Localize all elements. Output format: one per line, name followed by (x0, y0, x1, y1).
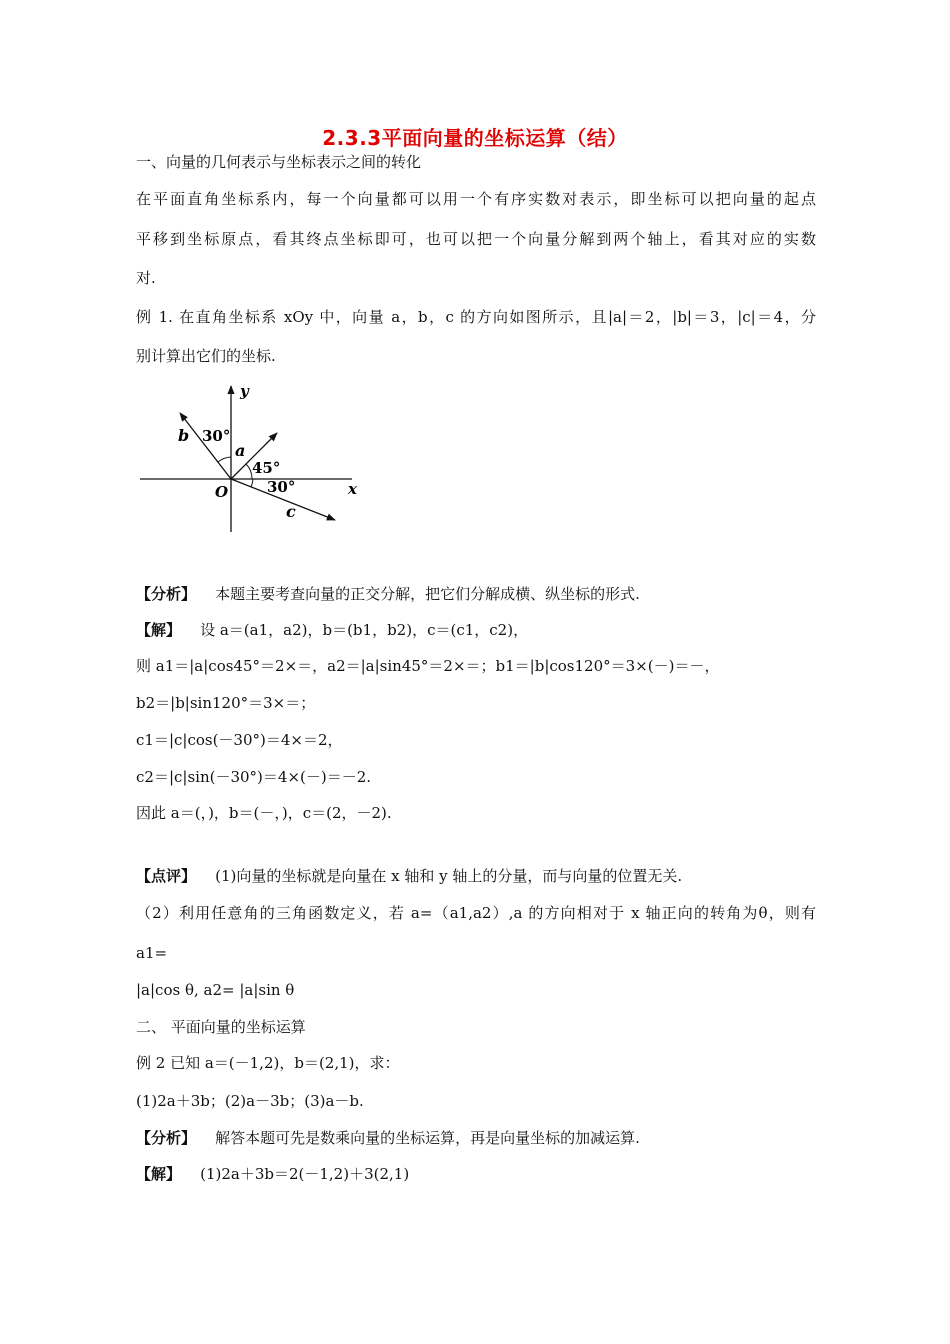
section1-heading: 一、向量的几何表示与坐标表示之间的转化 (136, 153, 422, 171)
angle-label-b: 30° (202, 427, 231, 445)
analysis1-text: 本题主要考查向量的正交分解，把它们分解成横、纵坐标的形式. (215, 585, 640, 603)
angle-arc-b (218, 457, 231, 462)
vector-diagram (136, 382, 366, 540)
analysis2-text: 解答本题可先是数乘向量的坐标运算，再是向量坐标的加减运算. (215, 1129, 640, 1147)
section1-paragraph-line3: 对. (136, 269, 156, 287)
solution1-text: 设 a＝(a1，a2)，b＝(b1，b2)，c＝(c1，c2)， (200, 621, 529, 639)
analysis2 (136, 1128, 640, 1148)
section2-heading: 二、 平面向量的坐标运算 (136, 1018, 306, 1036)
page-title: 2.3.3平面向量的坐标运算（结） (322, 126, 628, 150)
angle-arc-c (251, 479, 253, 487)
analysis1 (136, 584, 640, 604)
solution1-tag: 【解】 (136, 621, 182, 639)
solution2-tag: 【解】 (136, 1165, 182, 1183)
analysis2-tag: 【分析】 (136, 1129, 197, 1147)
comment1-line3: a1= (136, 944, 168, 962)
example1-line1: 例 1. 在直角坐标系 xOy 中，向量 a，b，c 的方向如图所示，且|a|＝2，|b|＝3，|c|＝4，分 (136, 308, 816, 326)
solution2-text: (1)2a＋3b＝2(－1,2)＋3(2,1) (200, 1165, 410, 1183)
solution1 (136, 620, 528, 640)
label-origin: O (215, 483, 229, 501)
comment1-line4: |a|cos θ, a2= |a|sin θ (136, 981, 295, 999)
comment1 (136, 866, 682, 886)
label-x: x (348, 480, 357, 498)
solution2 (136, 1164, 409, 1184)
label-b: b (178, 426, 190, 445)
label-y: y (240, 382, 249, 400)
vector-b-arrow (180, 413, 231, 479)
solution1-line5: c2＝|c|sin(－30°)＝4×(－)＝－2. (136, 768, 372, 786)
solution1-line2: 则 a1＝|a|cos45°＝2×＝，a2＝|a|sin45°＝2×＝；b1＝|b|cos120°＝3×(－)＝－， (136, 657, 720, 675)
section1-paragraph-line2: 平移到坐标原点，看其终点坐标即可，也可以把一个向量分解到两个轴上，看其对应的实数 (136, 230, 816, 248)
example2-line1: 例 2 已知 a＝(－1,2)，b＝(2,1)，求： (136, 1054, 400, 1072)
solution1-line6: 因此 a＝(，)，b＝(－，)，c＝(2，－2). (136, 804, 392, 822)
section1-paragraph-line1: 在平面直角坐标系内，每一个向量都可以用一个有序实数对表示，即坐标可以把向量的起点 (136, 190, 816, 208)
label-c: c (286, 502, 296, 521)
solution1-line4: c1＝|c|cos(－30°)＝4×＝2， (136, 731, 343, 749)
angle-label-a: 45° (252, 459, 281, 477)
example2-line2: (1)2a＋3b；(2)a－3b；(3)a－b. (136, 1092, 364, 1110)
solution1-line3: b2＝|b|sin120°＝3×＝； (136, 694, 316, 712)
comment1-tag: 【点评】 (136, 867, 197, 885)
comment1-line2: （2）利用任意角的三角函数定义，若 a=（a1,a2）,a 的方向相对于 x 轴正向的转角为θ，则有 (136, 904, 816, 922)
label-a: a (235, 441, 246, 460)
angle-label-c: 30° (267, 478, 296, 496)
analysis1-tag: 【分析】 (136, 585, 197, 603)
example1-line2: 别计算出它们的坐标. (136, 347, 276, 365)
comment1-text: (1)向量的坐标就是向量在 x 轴和 y 轴上的分量，而与向量的位置无关. (215, 867, 683, 885)
